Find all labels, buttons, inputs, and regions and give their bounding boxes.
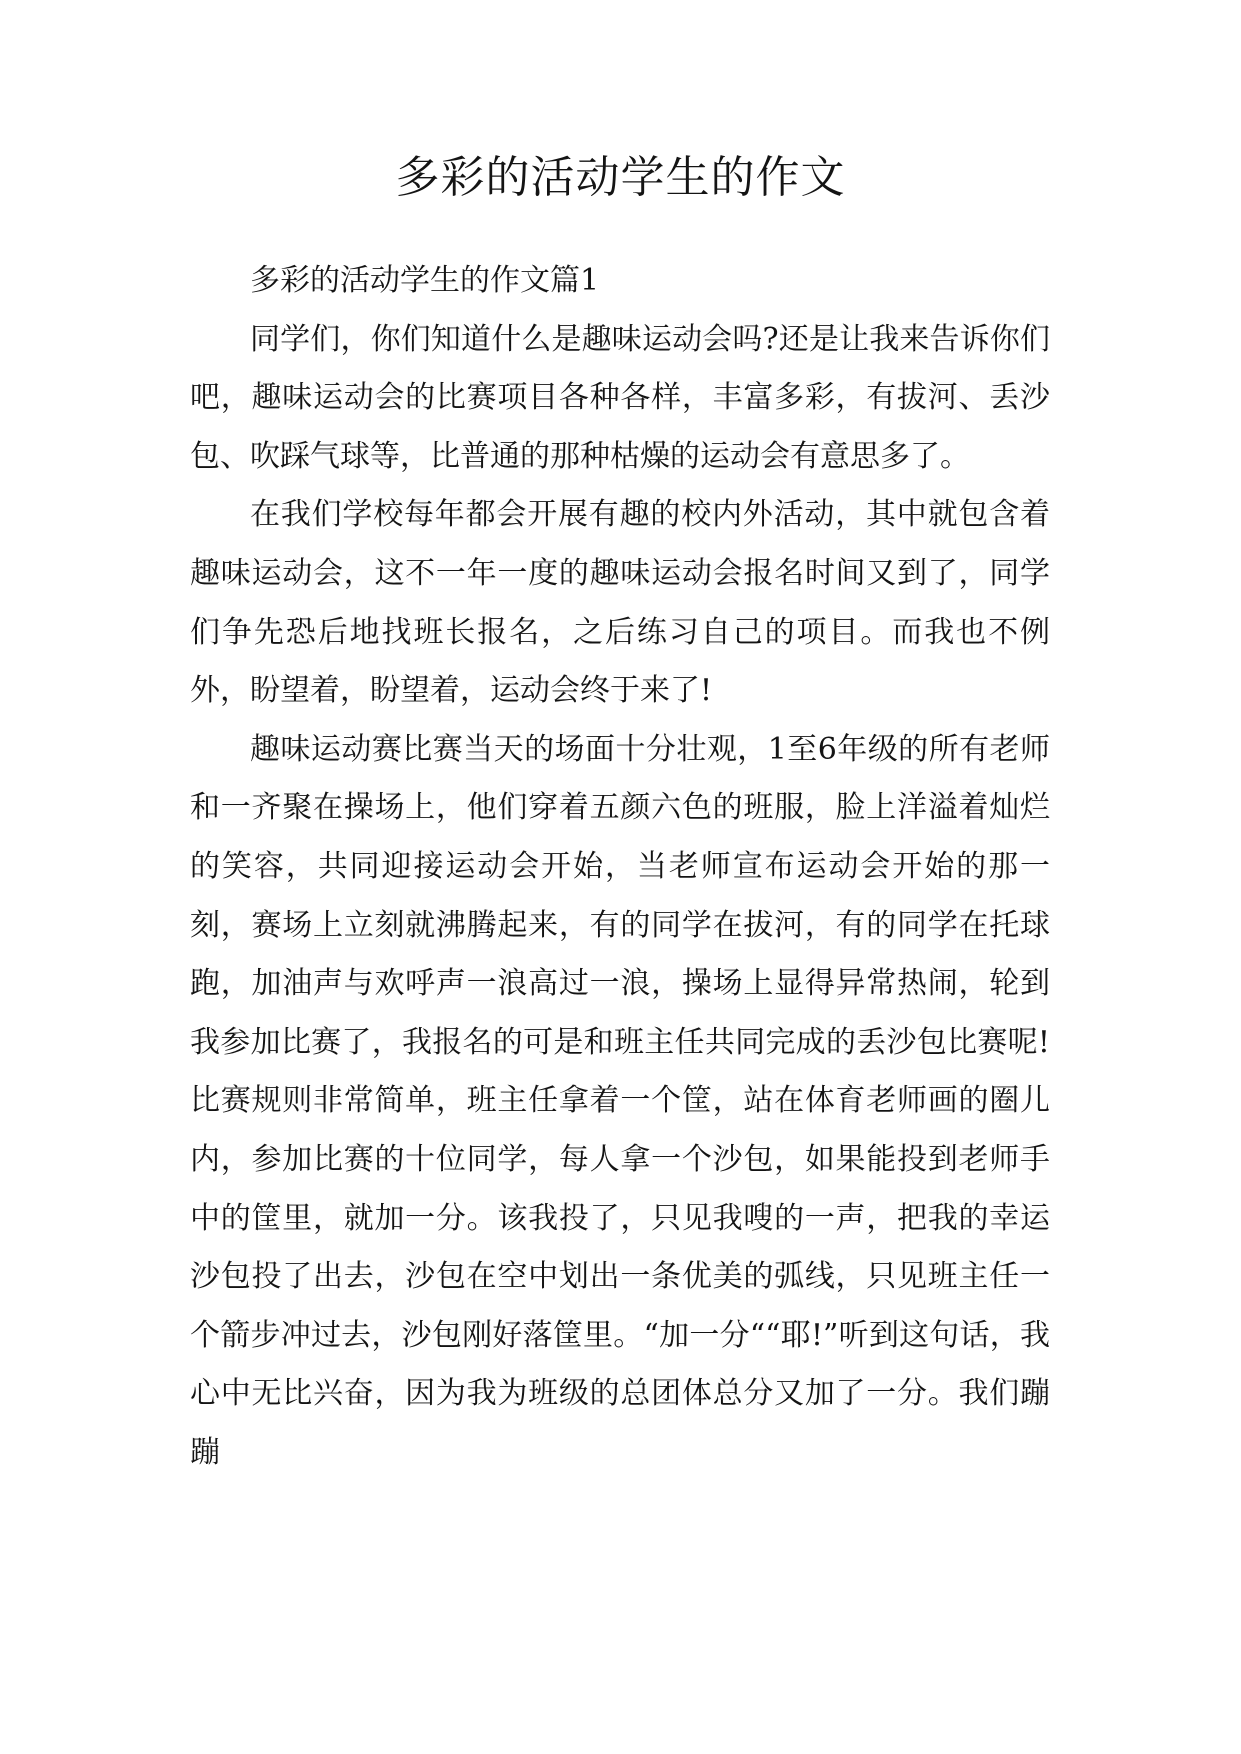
document-body bbox=[190, 252, 1050, 1482]
document-title: 多彩的活动学生的作文 bbox=[395, 152, 846, 203]
paragraph: 同学们，你们知道什么是趣味运动会吗?还是让我来告诉你们吧，趣味运动会的比赛项目各种各样，丰富多彩，有拔河、丢沙包、吹踩气球等，比普通的那种枯燥的运动会有意思多了。 bbox=[190, 321, 1050, 474]
paragraph: 趣味运动赛比赛当天的场面十分壮观，1至6年级的所有老师和一齐聚在操场上，他们穿着五颜六色的班服，脸上洋溢着灿烂的笑容，共同迎接运动会开始，当老师宣布运动会开始的那一刻，赛场上立刻就沸腾起来，有的同学在拔河，有的同学在托球跑，加油声与欢呼声一浪高过一浪，操场上显得异常热闹，轮到我参加比赛了，我报名的可是和班主任共同完成的丢沙包比赛呢!比赛规则非常简单，班主任拿着一个筐，站在体育老师画的圈儿内，参加比赛的十位同学，每人拿一个沙包，如果能投到老师手中的筐里，就加一分。该我投了，只见我嗖的一声，把我的幸运沙包投了出去，沙包在空中划出一条优美的弧线，只见班主任一个箭步冲过去，沙包刚好落筐里。“加一分““耶!”听到这句话，我心中无比兴奋，因为我为班级的总团体总分又加了一分。我们蹦蹦 bbox=[190, 731, 1050, 1470]
section-heading: 多彩的活动学生的作文篇1 bbox=[250, 263, 600, 298]
paragraph: 在我们学校每年都会开展有趣的校内外活动，其中就包含着趣味运动会，这不一年一度的趣味运动会报名时间又到了，同学们争先恐后地找班长报名，之后练习自己的项目。而我也不例外，盼望着，盼望着，运动会终于来了! bbox=[190, 497, 1050, 709]
